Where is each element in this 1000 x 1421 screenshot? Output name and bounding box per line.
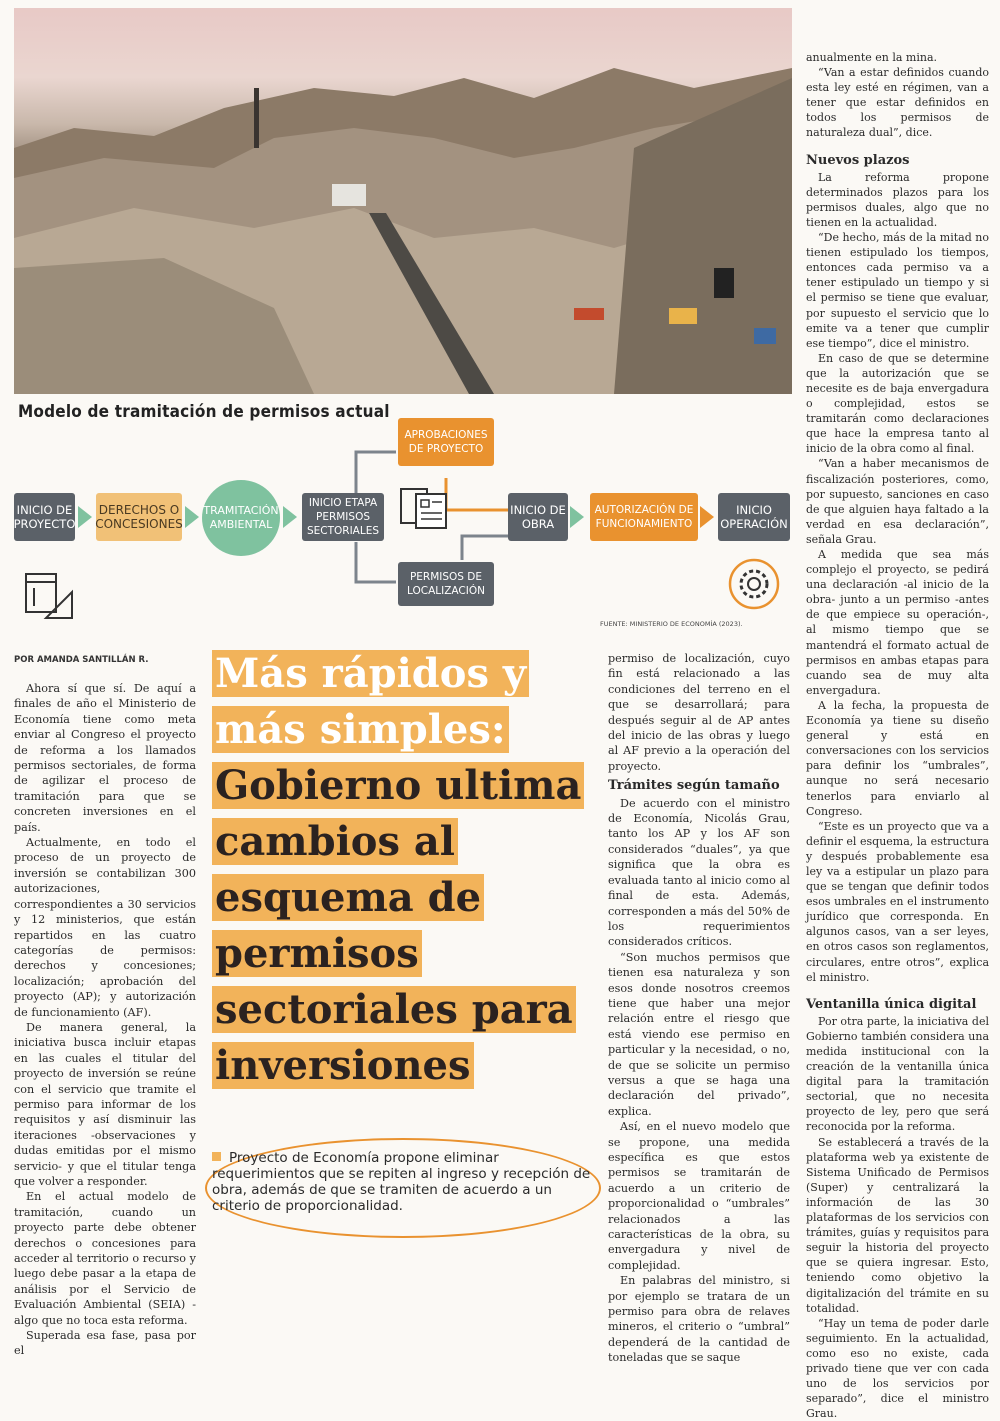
paragraph: “Son muchos permisos que tienen esa naturaleza y son esos donde nosotros creemos tiene que haber una mejor relación entre el riesgo que está viendo ese permiso en particular y la necesidad, o no, de que se solicite un permiso versus a que se haga una declaración del privado”, explica. — [608, 950, 790, 1118]
figure-caption: Modelo de tramitación de permisos actual — [18, 402, 390, 422]
byline: POR AMANDA SANTILLÁN R. — [14, 655, 149, 665]
paragraph: Actualmente, en todo el proceso de un proyecto de inversión se contabilizan 300 autorizaciones, correspondientes a 30 servicios y 12 ministerios, que están repartidos en las cuatro categorías de permisos: derechos y concesiones; localización; aprobación del proyecto (AP); y autorización de funcionamiento (AF). — [14, 836, 196, 1019]
bullet-square-icon — [212, 1152, 221, 1161]
headline — [212, 646, 602, 1094]
paragraph: De acuerdo con el ministro de Economía, Nicolás Grau, tanto los AP y los AF son considerados “duales”, ya que significa que la obra es evaluada tanto al inicio como al final de esta. Además, corresponden a más del 50% de los requerimientos considerados críticos. — [608, 796, 790, 949]
step-localizacion: PERMISOS DE LOCALIZACIÓN — [398, 562, 494, 606]
step-autorizacion: AUTORIZACIÓN DE FUNCIONAMIENTO — [590, 493, 698, 541]
paragraph: La reforma propone determinados plazos para los permisos duales, algo que no tienen en la actualidad. — [806, 170, 989, 229]
paragraph: En palabras del ministro, si por ejemplo se tratara de un permiso para obra de relaves mineros, el criterio o “umbral” dependerá de la cantidad de toneladas que se saque — [608, 1274, 790, 1365]
paragraph: En el actual modelo de tramitación, cuando un proyecto parte debe obtener derechos o concesiones para acceder al territorio o recurso y luego debe pasar a la etapa de análisis por el Servicio de Evaluación Ambiental (SEIA) -algo que no toca esta reforma. — [14, 1190, 196, 1327]
paragraph: permiso de localización, cuyo fin está relacionado a las condiciones del terreno en el que se desarrollará; para después seguir al de AP antes del inicio de las obras y luego al AF previo a la operación del proyecto. — [608, 652, 790, 773]
paragraph: “Van a estar definidos cuando esta ley esté en régimen, van a tener que estar definidos en todos los permisos de naturaleza dual”, dice. — [806, 66, 989, 140]
paragraph: A la fecha, la propuesta de Economía ya tiene su diseño general y está en conversaciones con los servicios para definir los “umbrales”, aunque no será necesario tenerlos para enviarlo al Congreso. — [806, 698, 989, 818]
summary — [212, 1150, 592, 1214]
paragraph: Así, en el nuevo modelo que se propone, una medida específica es que estos permisos se tramitarán de acuerdo a un criterio de proporcionalidad o “umbrales” relacionados a las características de la obra, su envergadura y nivel de complejidad. — [608, 1120, 790, 1272]
headline-part-1: Más rápidos y más simples: — [212, 650, 529, 753]
article-column-4 — [806, 50, 989, 1421]
step-aprobaciones: APROBACIONES DE PROYECTO — [398, 418, 494, 466]
figure-source: FUENTE: MINISTERIO DE ECONOMÍA (2023). — [600, 620, 743, 628]
step-derechos: DERECHOS O CONCESIONES — [96, 493, 182, 541]
blueprint-icon — [24, 572, 76, 622]
paragraph: “Van a haber mecanismos de fiscalización posteriores, como, por supuesto, sanciones en caso de que alguien haya faltado a la verdad en esa declaración”, señala Grau. — [806, 457, 989, 546]
headline-part-2: Gobierno ultima cambios al esquema de permisos sectoriales para inversiones — [212, 762, 584, 1089]
paragraph: Superada esa fase, pasa por el — [14, 1329, 196, 1358]
section-heading: Trámites según tamaño — [608, 778, 780, 794]
mine-photo — [14, 8, 792, 394]
step-tramitacion: TRAMITACIÓN AMBIENTAL — [202, 480, 280, 556]
paragraph: anualmente en la mina. — [806, 51, 938, 64]
article-column-3 — [608, 651, 790, 1366]
mine-landscape-illustration — [14, 8, 792, 394]
step-inicio-operacion: INICIO OPERACIÓN — [718, 493, 790, 541]
arrow-icon — [570, 506, 584, 528]
section-heading: Nuevos plazos — [806, 152, 910, 168]
paragraph: Por otra parte, la iniciativa del Gobierno también considera una medida institucional con la creación de la ventanilla única digital para la tramitación sectorial, que no necesita proyecto de ley, pero que será reconocida por la reforma. — [806, 1014, 989, 1134]
arrow-icon — [185, 506, 199, 528]
paragraph: Se establecerá a través de la plataforma web ya existente de Sistema Unificado de Permisos (Super) y centralizará la información de las 30 plataformas de los servicios con trámites, guías y requisitos para seguir la historia del proyecto que se quiera ingresar. Esto, teniendo como objetivo la digitalización del trámite en su totalidad. — [806, 1135, 989, 1315]
gear-cycle-icon — [726, 556, 782, 612]
arrow-icon — [283, 506, 297, 528]
paragraph: En caso de que se determine que la autorización que se necesite es de baja envergadura o complejidad, estos se tramitarán como declaraciones que hace la empresa tanto al inicio de la obra como al final. — [806, 351, 989, 456]
paragraph: Ahora sí que sí. De aquí a finales de año el Ministerio de Economía tiene como meta enviar al Congreso el proyecto de reforma a los llamados permisos sectoriales, de forma de agilizar el proceso de tramitación para que se concreten inversiones en el país. — [14, 682, 196, 834]
step-inicio-proyecto: INICIO DE PROYECTO — [14, 493, 75, 541]
paragraph: A medida que sea más complejo el proyecto, se pedirá una declaración -al inicio de la obra- junto a un permiso -antes de que empiece su operación-, al mismo tiempo que se mantendrá el formato actual de permisos en ambas etapas para cuando sea de muy alta envergadura. — [806, 548, 989, 697]
article-column-1 — [14, 681, 196, 1359]
paragraph: “Este es un proyecto que va a definir el esquema, la estructura y después probablemente esa ley va a estipular un plazo para que se tengan que definir todos esos umbrales en el instrumento jurídico que corresponda. En algunos casos, van a ser leyes, en otros casos son reglamentos, circulares, entre otros”, explica el ministro. — [806, 819, 989, 984]
section-heading: Ventanilla única digital — [806, 996, 977, 1012]
paragraph: “Hay un tema de poder darle seguimiento. En la actualidad, como eso no existe, cada privado tiene que ver con cada uno de los servicios por separado”, dice el ministro Grau. — [806, 1316, 989, 1421]
paragraph: De manera general, la iniciativa busca incluir etapas en las cuales el titular del proyecto de inversión se reúne con el servicio que tramite el permiso para informar de los requisitos y así disminuir las iteraciones -observaciones y dudas emitidas por el mismo servicio- y que el titular tenga que volver a responder. — [14, 1020, 196, 1188]
summary-text: Proyecto de Economía propone eliminar requerimientos que se repiten al ingreso y recepción de obra, además de que se tramiten de acuerdo a un criterio de proporcionalidad. — [212, 1150, 591, 1214]
document-stack-icon — [398, 486, 456, 532]
paragraph: “De hecho, más de la mitad no tienen estipulado los tiempos, entonces cada permiso va a tener estipulado un tiempo y si el permiso se tiene que evaluar, por supuesto el servicio que lo emite va a tener que cumplir ese tiempo”, dice el ministro. — [806, 231, 989, 350]
step-etapa-sectoriales: INICIO ETAPA PERMISOS SECTORIALES — [302, 493, 384, 541]
arrow-icon — [78, 506, 92, 528]
step-inicio-obra: INICIO DE OBRA — [508, 493, 568, 541]
arrow-icon — [700, 506, 714, 528]
